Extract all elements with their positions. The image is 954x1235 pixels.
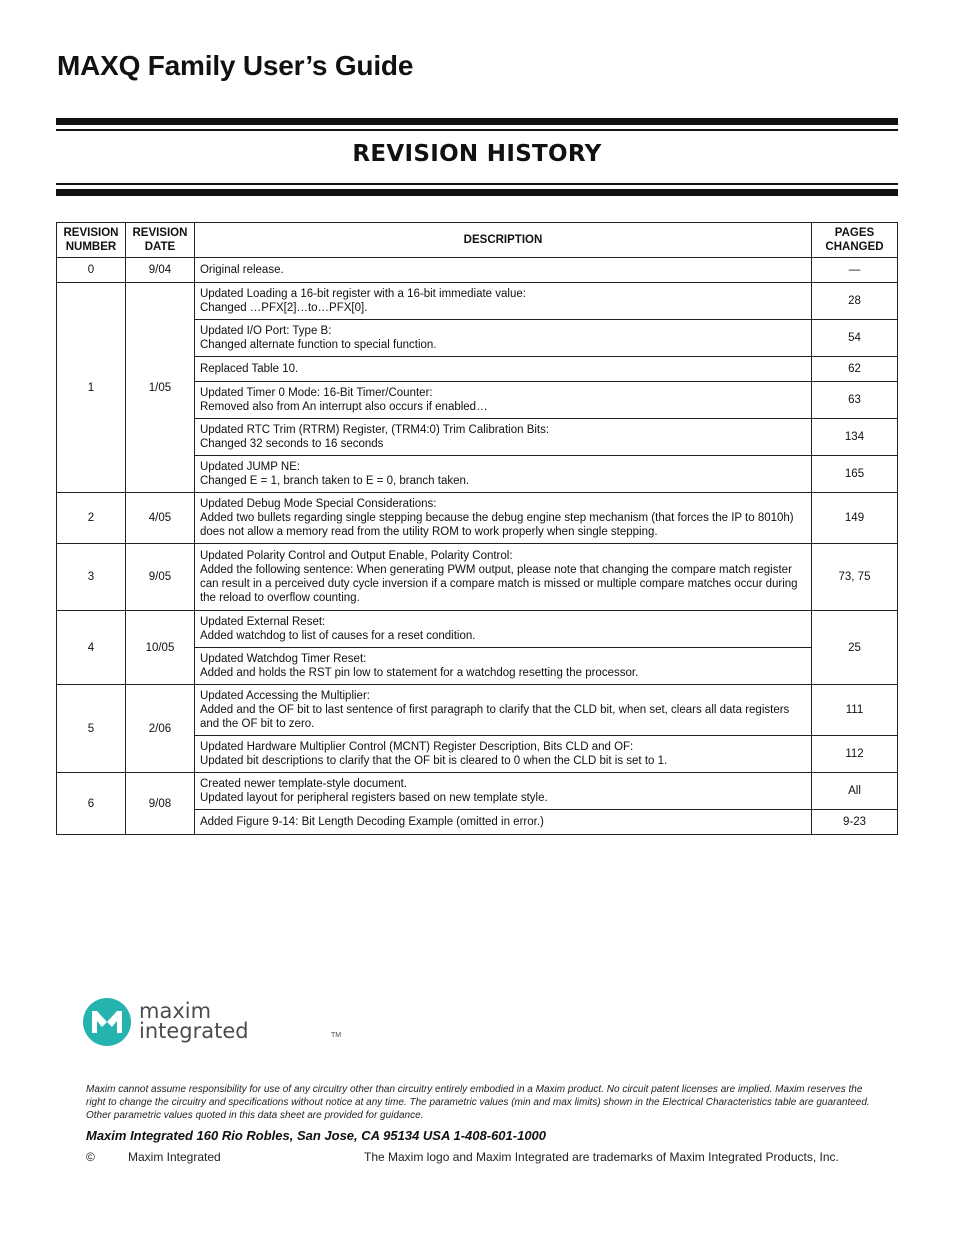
maxim-integrated-logo (83, 998, 342, 1048)
description-line: Changed …PFX[2]…to…PFX[0]. (199, 302, 368, 314)
header-text: PAGES (834, 227, 875, 239)
description-line: Updated Polarity Control and Output Enable, Polarity Control: (199, 550, 513, 562)
table-row (57, 493, 898, 544)
revision-number-cell: 4 (57, 611, 126, 685)
description-line: Updated Hardware Multiplier Control (MCNT) Register Description, Bits CLD and OF: (199, 741, 634, 753)
description-cell (194, 456, 811, 493)
description-cell (194, 320, 811, 357)
header-text: DATE (144, 241, 176, 253)
revision-date-cell: 2/06 (125, 685, 194, 773)
logo-mark-icon (92, 1011, 122, 1033)
description-line: Updated RTC Trim (RTRM) Register, (TRM4:0) Trim Calibration Bits: (199, 424, 550, 436)
table-row (57, 685, 898, 736)
copyright-symbol: © (86, 1150, 95, 1164)
pages-changed-cell: 73, 75 (812, 544, 898, 611)
table-row (57, 258, 898, 283)
pages-changed-cell: 149 (812, 493, 898, 544)
description-line: Updated I/O Port: Type B: (199, 325, 332, 337)
copyright-owner: Maxim Integrated (128, 1150, 221, 1164)
description-line: Added and holds the RST pin low to statement for a watchdog resetting the processor. (199, 667, 639, 679)
document-title: MAXQ Family User’s Guide (57, 50, 414, 81)
description-cell (194, 382, 811, 419)
table-row (57, 773, 898, 810)
description-line: Added two bullets regarding single stepping because the debug engine step mechanism (that forces the IP to 8010h) does not allow a memory read from the utility ROM to work properly when single stepping. (199, 512, 794, 538)
revision-date-cell: 1/05 (125, 283, 194, 493)
description-cell (194, 357, 811, 382)
pages-changed-cell: 62 (812, 357, 898, 382)
bottom-rule-thin (56, 183, 898, 185)
description-cell (194, 810, 811, 835)
description-line: Original release. (199, 264, 284, 276)
description-cell (194, 258, 811, 283)
header-text: NUMBER (65, 241, 117, 253)
description-line: Updated JUMP NE: (199, 461, 301, 473)
header-pages-changed (812, 223, 898, 258)
revision-date-cell: 4/05 (125, 493, 194, 544)
description-line: Created newer template-style document. (199, 778, 408, 790)
trademark-notice: The Maxim logo and Maxim Integrated are trademarks of Maxim Integrated Products, Inc. (364, 1150, 839, 1164)
table-row (57, 283, 898, 320)
top-rule-thin (56, 129, 898, 131)
pages-changed-cell: 134 (812, 419, 898, 456)
description-line: Updated External Reset: (199, 616, 326, 628)
pages-changed-cell: 112 (812, 736, 898, 773)
description-line: Replaced Table 10. (199, 363, 299, 375)
legal-disclaimer: Maxim cannot assume responsibility for use of any circuitry other than circuitry entirely embodied in a Maxim product. No circuit patent licenses are implied. Maxim reserves the right to change the circuitry and specifications without notice at any time. The parametric values (min and max limits) shown in the Electrical Characteristics table are guaranteed. Other parametric values quoted in this data sheet are provided for guidance. (86, 1084, 870, 1121)
description-line: Updated Debug Mode Special Considerations: (199, 498, 437, 510)
description-cell (194, 493, 811, 544)
description-line: Updated Loading a 16-bit register with a 16-bit immediate value: (199, 288, 526, 300)
logo-word-integrated: integrated (139, 1019, 249, 1043)
header-text: REVISION (63, 227, 119, 239)
description-cell (194, 419, 811, 456)
table-header-row (57, 223, 898, 258)
table-row (57, 611, 898, 648)
logo-trademark: TM (331, 1032, 342, 1039)
table-row (57, 544, 898, 611)
header-revision-date (125, 223, 194, 258)
description-line: Changed 32 seconds to 16 seconds (199, 438, 384, 450)
table-body (57, 258, 898, 835)
logo-word-maxim: maxim (139, 999, 212, 1023)
revision-date-cell: 9/05 (125, 544, 194, 611)
revision-date-cell: 10/05 (125, 611, 194, 685)
revision-history-table (56, 222, 898, 835)
description-line: Removed also from An interrupt also occurs if enabled… (199, 401, 488, 413)
pages-changed-cell: 63 (812, 382, 898, 419)
description-line: Added Figure 9-14: Bit Length Decoding Example (omitted in error.) (199, 816, 544, 828)
description-cell (194, 685, 811, 736)
description-cell (194, 611, 811, 648)
revision-date-cell: 9/04 (125, 258, 194, 283)
description-line: Changed alternate function to special function. (199, 339, 437, 351)
top-rule-thick (56, 118, 898, 125)
description-cell (194, 736, 811, 773)
pages-changed-cell: All (812, 773, 898, 810)
header-text: REVISION (132, 227, 188, 239)
bottom-rule-thick (56, 189, 898, 196)
description-line: Changed E = 1, branch taken to E = 0, branch taken. (199, 475, 470, 487)
description-line: Updated Watchdog Timer Reset: (199, 653, 367, 665)
revision-number-cell: 1 (57, 283, 126, 493)
pages-changed-cell: 165 (812, 456, 898, 493)
pages-changed-cell: 9-23 (812, 810, 898, 835)
pages-changed-cell: 111 (812, 685, 898, 736)
company-address: Maxim Integrated 160 Rio Robles, San Jose, CA 95134 USA 1-408-601-1000 (86, 1128, 547, 1143)
description-cell (194, 773, 811, 810)
revision-number-cell: 5 (57, 685, 126, 773)
header-revision-number (57, 223, 126, 258)
description-cell (194, 283, 811, 320)
revision-number-cell: 3 (57, 544, 126, 611)
pages-changed-cell: 54 (812, 320, 898, 357)
description-line: Updated Accessing the Multiplier: (199, 690, 370, 702)
revision-number-cell: 2 (57, 493, 126, 544)
description-line: Updated bit descriptions to clarify that the OF bit is cleared to 0 when the CLD bit is set to 1. (199, 755, 668, 767)
section-title: REVISION HISTORY (352, 141, 602, 167)
description-cell (194, 544, 811, 611)
revision-date-cell: 9/08 (125, 773, 194, 835)
revision-number-cell: 6 (57, 773, 126, 835)
header-description: DESCRIPTION (194, 223, 811, 258)
logo-circle-icon (83, 998, 131, 1046)
pages-changed-cell: 25 (812, 611, 898, 685)
description-line: Updated Timer 0 Mode: 16-Bit Timer/Counter: (199, 387, 433, 399)
description-line: Added the following sentence: When generating PWM output, please note that changing the compare match register can result in a perceived duty cycle inversion if a compare match is missed or multiple compare matches occur during the reload to overflow counting. (199, 564, 798, 604)
description-line: Added watchdog to list of causes for a reset condition. (199, 630, 476, 642)
pages-changed-cell: — (812, 258, 898, 283)
description-cell (194, 648, 811, 685)
description-line: Added and the OF bit to last sentence of first paragraph to clarify that the CLD bit, when set, clears all data registers and the OF bit to zero. (199, 704, 790, 730)
header-text: CHANGED (825, 241, 884, 253)
description-line: Updated layout for peripheral registers based on new template style. (199, 792, 548, 804)
revision-number-cell: 0 (57, 258, 126, 283)
pages-changed-cell: 28 (812, 283, 898, 320)
